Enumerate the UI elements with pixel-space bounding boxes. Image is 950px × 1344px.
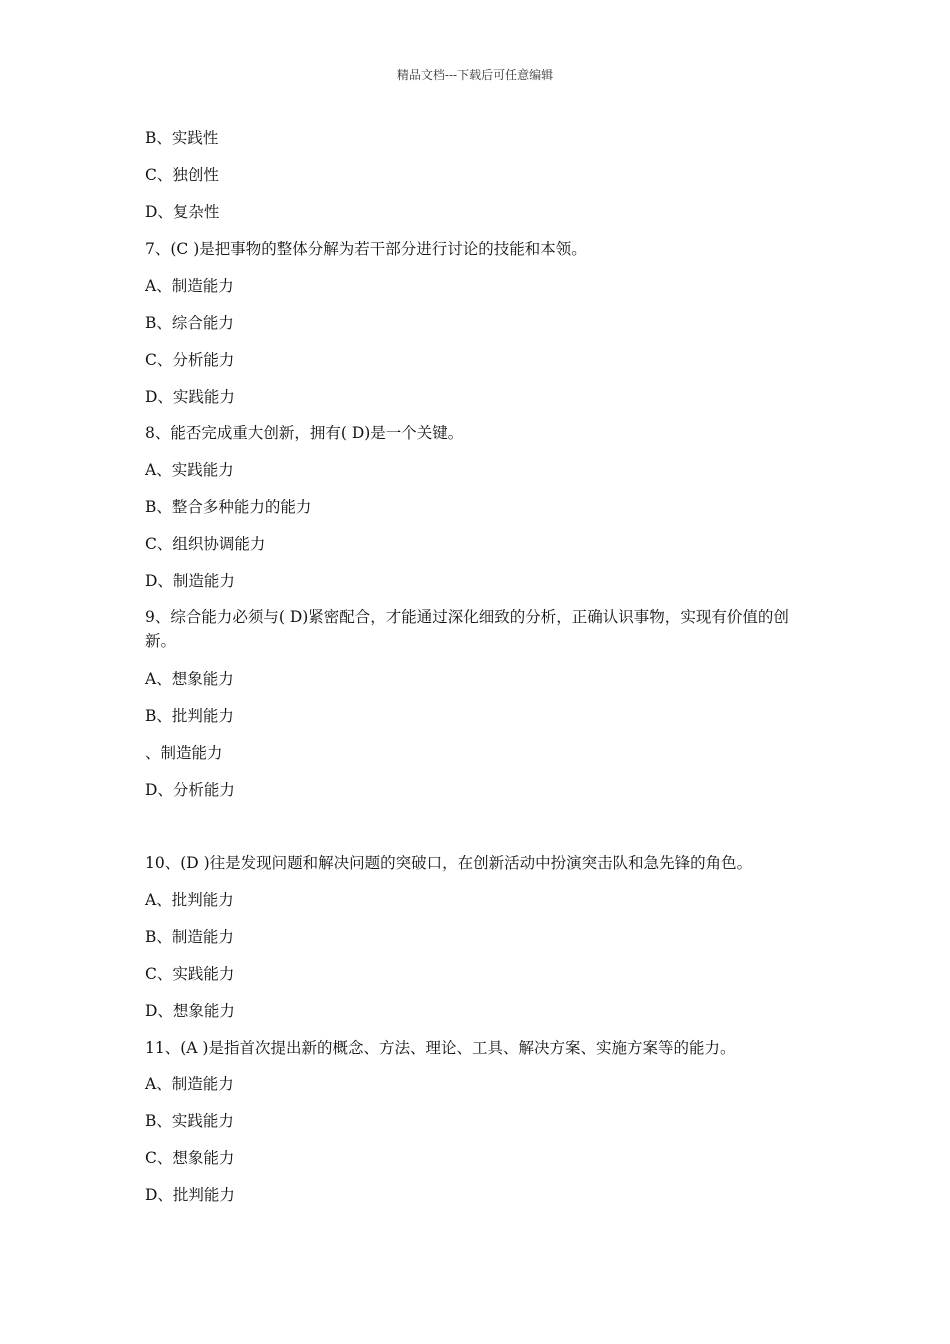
option-a: A、想象能力	[145, 670, 234, 688]
question-9: 9、综合能力必须与( D)紧密配合，才能通过深化细致的分析，正确认识事物，实现有价值的创新。	[145, 608, 789, 650]
option-b: B、制造能力	[145, 928, 234, 946]
option-b: B、批判能力	[145, 707, 234, 725]
option-a: A、制造能力	[145, 1075, 234, 1093]
option-d: D、实践能力	[145, 388, 235, 406]
option-c: C、组织协调能力	[145, 535, 266, 553]
option-c: 、制造能力	[145, 744, 223, 762]
option-c: C、想象能力	[145, 1149, 235, 1167]
option-c: C、实践能力	[145, 965, 235, 983]
option-a: A、制造能力	[145, 277, 234, 295]
option-b: B、综合能力	[145, 314, 234, 332]
question-7: 7、(C )是把事物的整体分解为若干部分进行讨论的技能和本领。	[145, 240, 587, 258]
option-d: D、批判能力	[145, 1186, 235, 1204]
question-11: 11、(A )是指首次提出新的概念、方法、理论、工具、解决方案、实施方案等的能力。	[145, 1039, 736, 1057]
option-d: D、想象能力	[145, 1002, 235, 1020]
option-a: A、批判能力	[145, 891, 234, 909]
option-c: C、分析能力	[145, 351, 235, 369]
question-10: 10、(D )往是发现问题和解决问题的突破口，在创新活动中扮演突击队和急先锋的角色。	[145, 854, 753, 872]
option-d: D、制造能力	[145, 572, 235, 590]
question-8: 8、能否完成重大创新，拥有( D)是一个关键。	[145, 424, 464, 442]
option-c: C、独创性	[145, 166, 219, 184]
option-b: B、整合多种能力的能力	[145, 498, 312, 516]
option-b: B、实践性	[145, 129, 219, 147]
option-b: B、实践能力	[145, 1112, 234, 1130]
option-a: A、实践能力	[145, 461, 234, 479]
option-d: D、分析能力	[145, 781, 235, 799]
option-d: D、复杂性	[145, 203, 220, 221]
page-header: 精品文档---下载后可任意编辑	[396, 68, 554, 82]
